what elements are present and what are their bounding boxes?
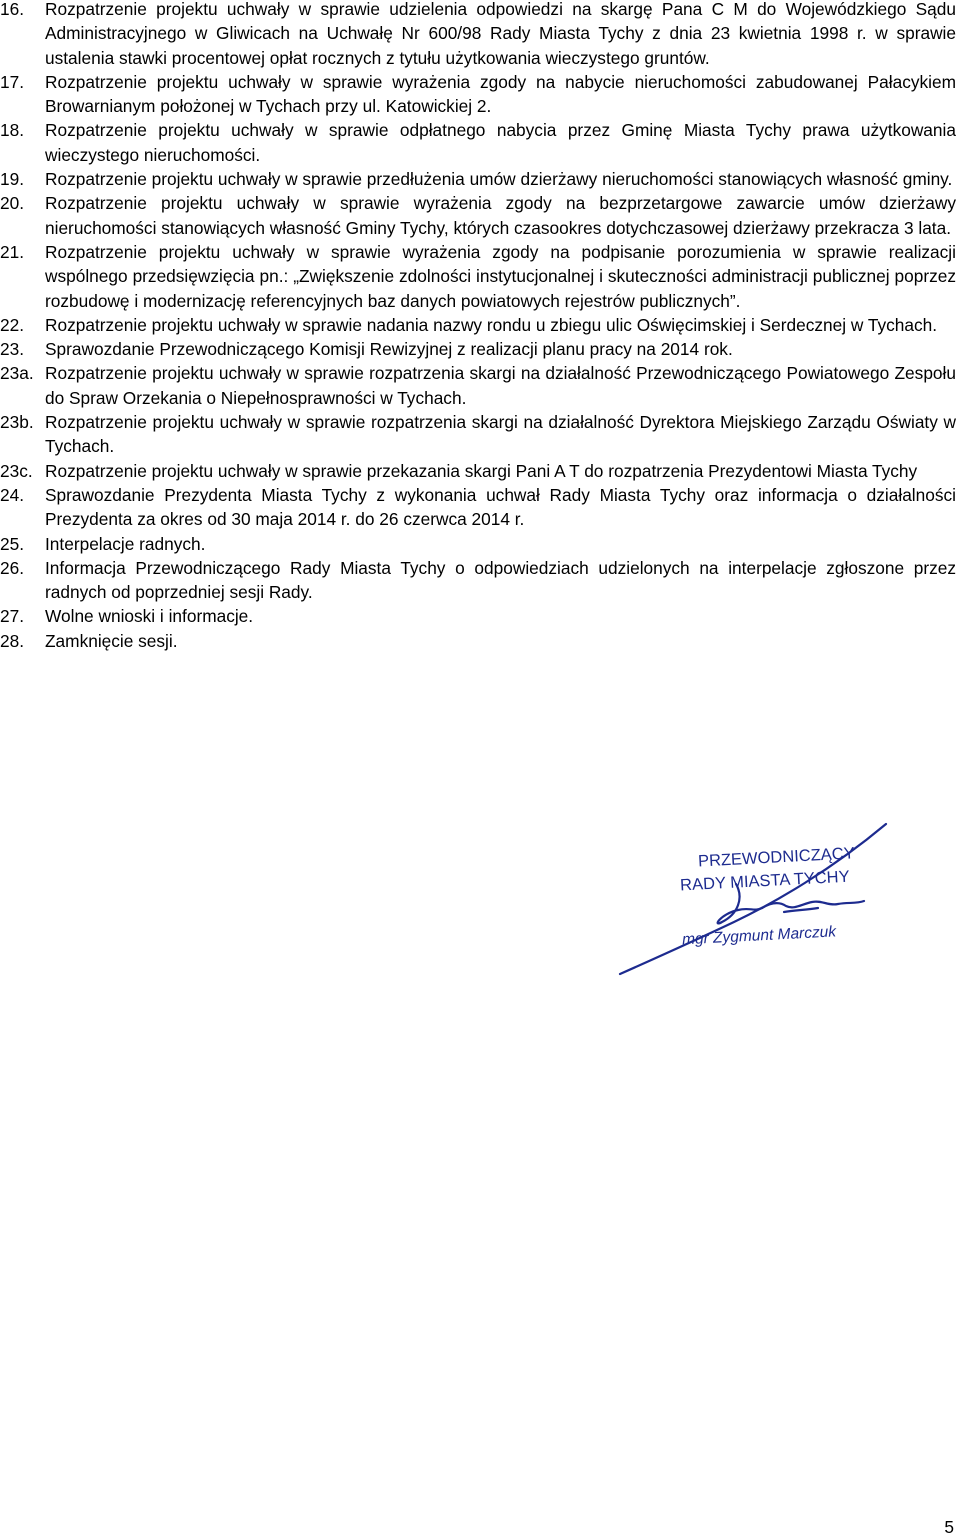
agenda-item-number: 23c. [0,460,33,481]
chairman-signature-stamp [616,818,916,983]
agenda-item [0,313,956,337]
agenda-item-text: Wolne wnioski i informacje. [45,606,254,627]
agenda-item [0,167,956,191]
agenda-item-number: 16. [0,0,25,19]
agenda-item-text: Rozpatrzenie projektu uchwały w sprawie przekazania skargi Pani A T do rozpatrzenia Prezydentowi Miasta Tychy [45,460,918,481]
agenda-item-number: 18. [0,120,25,141]
agenda-item-text: Rozpatrzenie projektu uchwały w sprawie odpłatnego nabycia przez Gminę Miasta Tychy prawa użytkowania wieczystego nieruchomości. [45,120,956,165]
agenda-item-text: Rozpatrzenie projektu uchwały w sprawie wyrażenia zgody na nabycie nieruchomości zabudowanej Pałacykiem Browarnianym położonej w Tychach przy ul. Katowickiej 2. [45,71,956,117]
stamp-text [680,844,855,948]
agenda-item-number: 26. [0,557,25,578]
agenda-item-text: Sprawozdanie Prezydenta Miasta Tychy z wykonania uchwał Rady Miasta Tychy oraz informacja o działalności Prezydenta za okres od 30 maja 2014 r. do 26 czerwca 2014 r. [45,484,956,530]
page-number: 5 [944,1517,954,1537]
agenda-item-text: Sprawozdanie Przewodniczącego Komisji Rewizyjnej z realizacji planu pracy na 2014 rok. [45,339,733,360]
agenda-item-number: 27. [0,606,25,627]
agenda-item-text: Rozpatrzenie projektu uchwały w sprawie rozpatrzenia skargi na działalność Przewodniczącego Powiatowego Zespołu do Spraw Orzekania o Niepełnosprawności w Tychach. [45,363,956,408]
agenda-list [0,0,956,653]
agenda-item-number: 23b. [0,412,34,433]
stamp-name: mgr Zygmunt Marczuk [681,923,837,949]
agenda-item-text: Rozpatrzenie projektu uchwały w sprawie przedłużenia umów dzierżawy nieruchomości stanowiących własność gminy. [45,169,953,190]
agenda-item [0,0,956,70]
agenda-item-text: Rozpatrzenie projektu uchwały w sprawie nadania nazwy rondu u zbiegu ulic Oświęcimskiej i Serdecznej w Tychach. [45,314,938,335]
agenda-item-number: 20. [0,193,25,214]
agenda-item [0,361,956,410]
agenda-item [0,70,956,119]
agenda-item-number: 21. [0,241,25,262]
agenda-item-text: Informacja Przewodniczącego Rady Miasta Tychy o odpowiedziach udzielonych na interpelacje zgłoszone przez radnych od poprzedniej sesji Rady. [45,557,956,603]
agenda-item-text: Zamknięcie sesji. [45,630,178,651]
agenda-item-text: Rozpatrzenie projektu uchwały w sprawie wyrażenia zgody na podpisanie porozumienia w sprawie realizacji wspólnego przedsięwzięcia pn.: „Zwiększenie zdolności instytucjonalnej i skuteczności administracji publicznej poprzez rozbudowę i modernizację referencyjnych baz danych powiatowych rejestrów publicznych”. [45,241,956,311]
agenda-item [0,337,956,361]
agenda-item [0,191,956,240]
agenda-item [0,556,956,605]
agenda-item [0,410,956,459]
agenda-item [0,240,956,313]
agenda-item-number: 22. [0,314,25,335]
agenda-item-text: Interpelacje radnych. [45,533,206,554]
agenda-item-text: Rozpatrzenie projektu uchwały w sprawie udzielenia odpowiedzi na skargę Pana C M do Wojewódzkiego Sądu Administracyjnego w Gliwicach na Uchwałę Nr 600/98 Rady Miasta Tychy z dnia 23 kwietnia 1998 r. w sprawie ustalenia stawki procentowej opłat rocznych z tytułu użytkowania wieczystego gruntów. [45,0,956,68]
agenda-item-number: 28. [0,630,25,651]
agenda-item-number: 17. [0,71,25,92]
agenda-item [0,483,956,532]
agenda-item [0,532,956,556]
agenda-item-number: 19. [0,169,25,190]
agenda-item-text: Rozpatrzenie projektu uchwały w sprawie wyrażenia zgody na bezprzetargowe zawarcie umów dzierżawy nieruchomości stanowiących własność Gminy Tychy, których czasookres dotychczasowej dzierżawy przekracza 3 lata. [45,193,956,238]
agenda-item [0,604,956,628]
agenda-item-number: 23a. [0,363,34,384]
agenda-item-number: 25. [0,533,25,554]
agenda-item-number: 24. [0,484,25,505]
stamp-line-2: RADY MIASTA TYCHY [679,867,851,895]
stamp-line-1: PRZEWODNICZĄCY [697,844,856,871]
agenda-item-number: 23. [0,339,25,360]
agenda-item [0,629,956,653]
agenda-item [0,459,956,483]
agenda-item-text: Rozpatrzenie projektu uchwały w sprawie rozpatrzenia skargi na działalność Dyrektora Miejskiego Zarządu Oświaty w Tychach. [45,412,956,457]
agenda-item [0,118,956,167]
